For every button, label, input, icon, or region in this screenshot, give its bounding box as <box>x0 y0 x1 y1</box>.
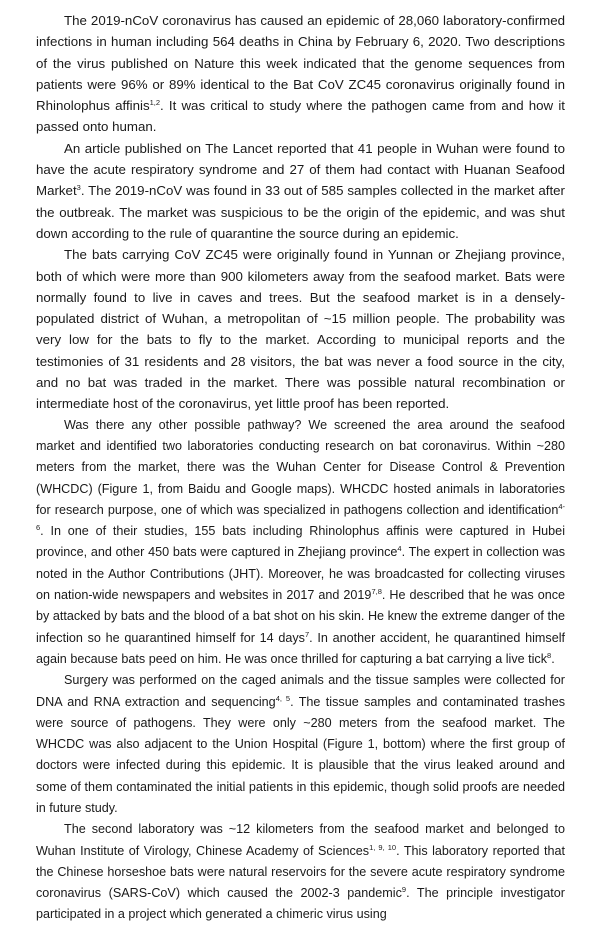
paragraph-2-text: An article published on The Lancet reported that 41 people in Wuhan were found to have the acute respiratory syndrome and 27 of them had contact with Huanan Seafood Market <box>36 140 565 199</box>
paragraph-4-segment: . <box>551 651 555 666</box>
paragraph-4 <box>36 415 565 671</box>
paragraph-6 <box>36 819 565 925</box>
paragraph-1 <box>36 10 565 138</box>
citation: 4, 5 <box>275 693 291 703</box>
paragraph-4-segment: . In one of their studies, 155 bats including Rhinolophus affinis were captured in Hubei province, and other 450 bats were captured in Zhejiang province <box>36 524 565 560</box>
paragraph-1-tail: . It was critical to study where the pathogen came from and how it passed onto human. <box>36 98 565 135</box>
paragraph-4-segment: . He described that he was once by attacked by bats and the blood of a bat shot on his skin. He knew the extreme danger of the infection so he quarantined himself for 14 days <box>36 588 566 645</box>
citation: 7 <box>304 629 310 639</box>
paragraph-6-segment: . This laboratory reported that the Chinese horseshoe bats were natural reservoirs for the severe acute respiratory syndrome coronavirus (SARS-CoV) which caused the 2002-3 pandemic <box>36 843 565 901</box>
citation: 9 <box>401 885 407 895</box>
citation: 4-6 <box>36 501 565 533</box>
citation: 1,2 <box>149 98 161 108</box>
citation: 3 <box>76 183 81 193</box>
citation: 7,8 <box>371 587 382 597</box>
paragraph-1-text: The 2019-nCoV coronavirus has caused an epidemic of 28,060 laboratory-confirmed infections in human including 564 deaths in China by February 6, 2020. Two descriptions of the virus published on Nature this week indicated that the genome sequences from patients were 96% or 89% identical to the Bat CoV ZC45 coronavirus originally found in Rhinolophus affinis <box>36 13 565 114</box>
paragraph-5 <box>36 670 565 819</box>
paragraph-5-segment: . The tissue samples and contaminated trashes were source of pathogens. They were only ~280 meters from the seafood market. The WHCDC was also adjacent to the Union Hospital (Figure 1, bottom) where the first group of doctors were infected during this epidemic. It is plausible that the virus leaked around and some of them contaminated the initial patients in this epidemic, though solid proofs are needed in future study. <box>36 694 566 815</box>
paragraph-4-segment: . The expert in collection was noted in the Author Contributions (JHT). Moreover, he was broadcasted for collecting viruses on nation-wide newspapers and websites in 2017 and 2019 <box>36 545 565 603</box>
citation: 4 <box>397 544 402 554</box>
paragraph-3 <box>36 244 565 414</box>
paragraph-4-segment: Was there any other possible pathway? We screened the area around the seafood market and identified two laboratories conducting research on bat coronavirus. Within ~280 meters from the market, there was the Wuhan Center for Disease Control & Prevention (WHCDC) (Figure 1, from Baidu and Google maps). WHCDC hosted animals in laboratories for research purpose, one of which was specialized in pathogens collection and identification <box>36 417 565 517</box>
paragraph-3-text: The bats carrying CoV ZC45 were originally found in Yunnan or Zhejiang province, both of which were more than 900 kilometers away from the seafood market. Bats were normally found to live in caves and trees. But the seafood market is in a densely-populated district of Wuhan, a metropolitan of ~15 million people. The probability was very low for the bats to fly to the market. According to municipal reports and the testimonies of 31 residents and 28 visitors, the bat was never a food source in the city, and no bat was traded in the market. There was possible natural recombination or intermediate host of the coronavirus, yet little proof has been reported. <box>36 247 565 412</box>
paragraph-4-segment: . In another accident, he quarantined himself again because bats peed on him. He was once thrilled for capturing a bat carrying a live tick <box>36 630 565 666</box>
paragraph-2-tail: . The 2019-nCoV was found in 33 out of 585 samples collected in the market after the outbreak. The market was suspicious to be the origin of the epidemic, and was shut down according to the rule of quarantine the source during an epidemic. <box>36 183 565 241</box>
citation: 1, 9, 10 <box>369 842 397 852</box>
paragraph-6-segment: . The principle investigator participated in a project which generated a chimeric virus using <box>36 886 565 922</box>
citation: 8 <box>547 650 552 660</box>
paragraph-5-segment: Surgery was performed on the caged animals and the tissue samples were collected for DNA and RNA extraction and sequencing <box>36 673 565 709</box>
paragraph-2 <box>36 138 565 244</box>
paragraph-6-segment: The second laboratory was ~12 kilometers from the seafood market and belonged to Wuhan Institute of Virology, Chinese Academy of Sciences <box>36 822 565 858</box>
